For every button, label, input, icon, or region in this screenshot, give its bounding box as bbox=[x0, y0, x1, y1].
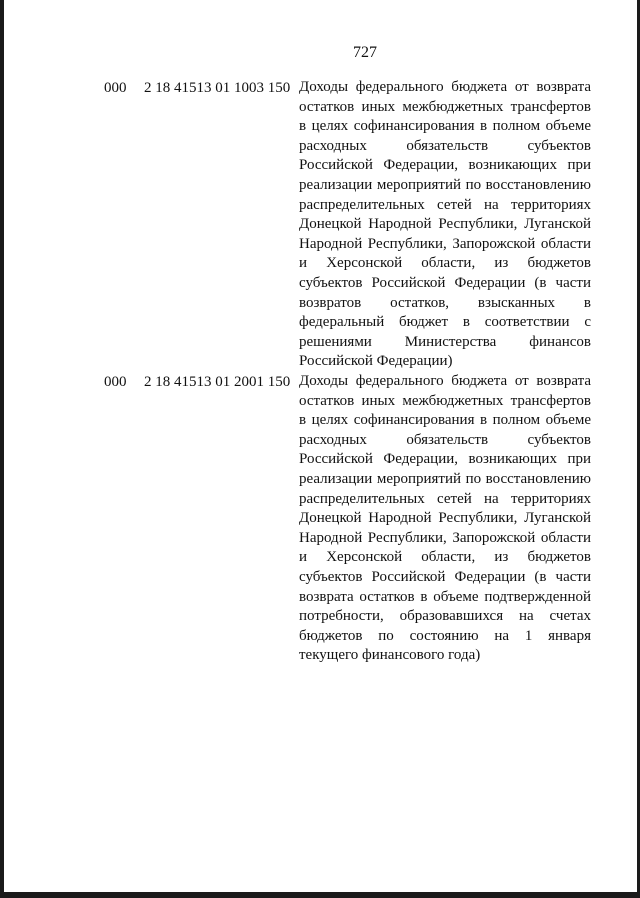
scan-edge-left bbox=[0, 0, 4, 898]
admin-code: 000 bbox=[104, 374, 127, 390]
budget-classification-code: 2 18 41513 01 1003 150 bbox=[144, 80, 291, 96]
scan-edge-bottom bbox=[0, 892, 640, 898]
revenue-description: Доходы федерального бюджета от возврата остатков иных межбюджетных трансфертов в целях софинансирования в полном объеме расходных обязательств субъектов Российской Федерации, возникающих при реализации мероприятий по восстановлению распределительных сетей на территориях Донецкой Народной Республики, Луганской Народной Республики, Запорожской области и Херсонской области, из бюджетов субъектов Российской Федерации (в части возвратов остатков, взысканных в федеральный бюджет в соответствии с решениями Министерства финансов Российской Федерации) bbox=[299, 79, 591, 370]
page-number: 727 bbox=[353, 44, 377, 61]
budget-classification-code: 2 18 41513 01 2001 150 bbox=[144, 374, 291, 390]
admin-code: 000 bbox=[104, 80, 127, 96]
revenue-description: Доходы федерального бюджета от возврата остатков иных межбюджетных трансфертов в целях софинансирования в полном объеме расходных обязательств субъектов Российской Федерации, возникающих при реализации мероприятий по восстановлению распределительных сетей на территориях Донецкой Народной Республики, Луганской Народной Республики, Запорожской области и Херсонской области, из бюджетов субъектов Российской Федерации (в части возврата остатков в объеме подтвержденной потребности, образовавшихся на счетах бюджетов по состоянию на 1 января текущего финансового года) bbox=[299, 373, 591, 664]
